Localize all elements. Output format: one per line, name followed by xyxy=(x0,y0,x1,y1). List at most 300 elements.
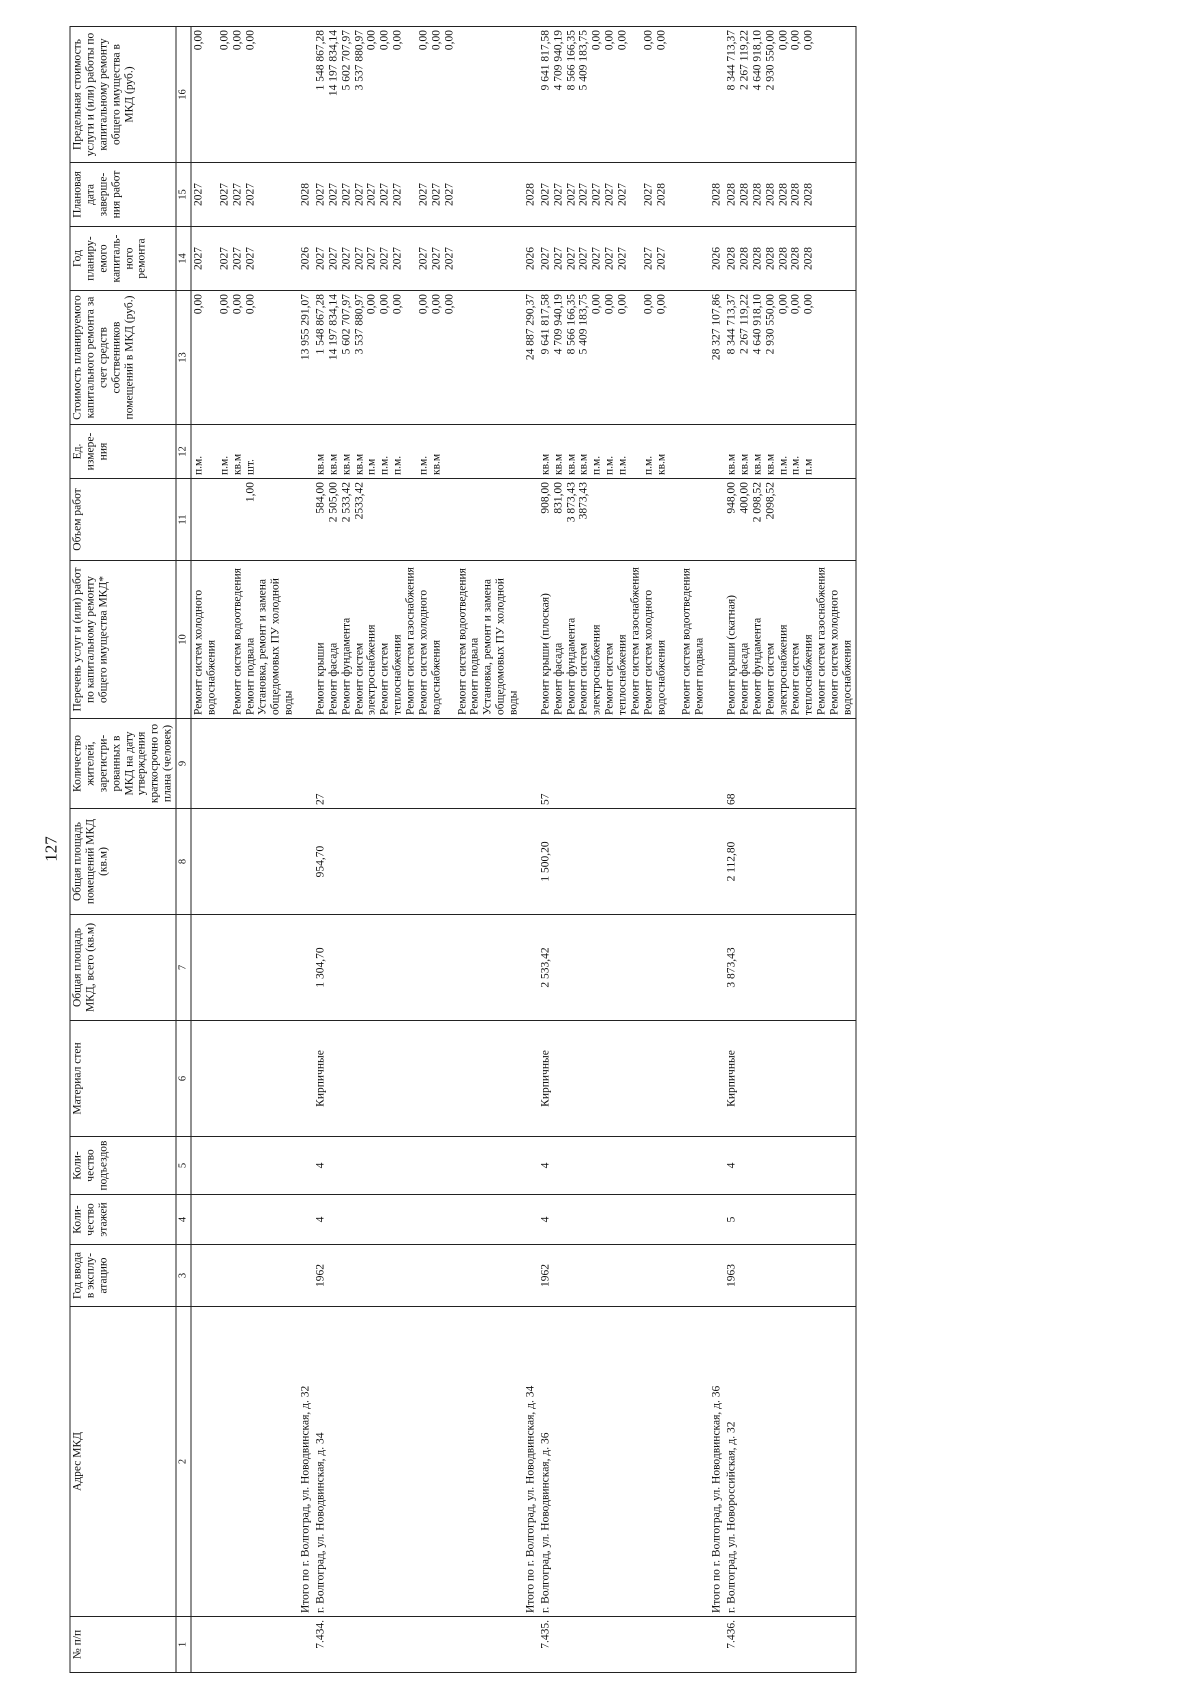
date-item: 2027 xyxy=(616,182,629,206)
works-cell xyxy=(725,560,856,718)
total-empty xyxy=(521,914,538,1020)
volume-item xyxy=(629,482,642,557)
wall-material: Кирпичные xyxy=(313,1020,521,1136)
date-item: 2027 xyxy=(552,182,565,206)
total-empty xyxy=(297,718,314,808)
work-item: Ремонт систем газоснабжения xyxy=(815,566,828,715)
volume-item xyxy=(430,482,443,557)
total-empty xyxy=(708,1136,725,1194)
year-item xyxy=(629,230,642,287)
volume-item xyxy=(193,482,206,557)
units-cell xyxy=(313,424,521,478)
total-empty xyxy=(297,1244,314,1306)
total-empty xyxy=(708,1244,725,1306)
column-header-6: Материал стен xyxy=(70,1020,176,1136)
total-empty xyxy=(297,424,314,478)
unit-item: кв.м xyxy=(353,453,365,475)
limit-item: 0,00 xyxy=(590,29,603,50)
column-number-14: 14 xyxy=(176,226,191,290)
unit-item: п.м xyxy=(365,458,378,475)
unit-item: кв.м xyxy=(725,453,738,475)
limit-item: 5 409 183,75 xyxy=(577,29,590,90)
cost-item: 3 537 880,97 xyxy=(353,293,365,354)
total-empty xyxy=(521,26,538,162)
costs-cell xyxy=(313,290,521,424)
volume-item: 948,00 xyxy=(725,481,738,514)
date-item: 2028 xyxy=(725,182,738,206)
unit-item: п.м xyxy=(802,458,815,475)
total-row xyxy=(297,26,314,1672)
year-item: 2027 xyxy=(603,246,616,270)
cost-item: 4 709 940,19 xyxy=(552,293,565,354)
year-item: 2027 xyxy=(218,246,231,270)
volume-item xyxy=(218,482,231,557)
cost-item: 0,00 xyxy=(218,293,231,314)
date-item: 2028 xyxy=(751,182,764,206)
column-header-11: Объем работ xyxy=(70,478,176,560)
total-empty xyxy=(297,808,314,914)
continuation-row xyxy=(191,26,297,1672)
total-empty xyxy=(521,560,538,718)
total-row xyxy=(708,26,725,1672)
limit-item: 8 344 713,37 xyxy=(725,29,738,90)
year-item: 2027 xyxy=(443,246,456,270)
date-item: 2028 xyxy=(789,182,802,206)
total-empty xyxy=(521,1616,538,1672)
volume-item xyxy=(617,482,630,557)
total-empty xyxy=(297,1616,314,1672)
date-item: 2027 xyxy=(231,182,244,206)
capital-repair-table xyxy=(70,26,857,1673)
area-rooms: 954,70 xyxy=(313,808,521,914)
column-header-15: Плановая дата заверше-ния работ xyxy=(70,162,176,226)
column-number-2: 2 xyxy=(176,1306,191,1616)
total-empty xyxy=(297,1020,314,1136)
date-item: 2027 xyxy=(378,182,391,206)
total-empty xyxy=(297,560,314,718)
limit-item: 0,00 xyxy=(244,29,256,50)
column-number-4: 4 xyxy=(176,1194,191,1244)
year-item: 2027 xyxy=(365,246,378,270)
total-cost: 13 955 291,07 xyxy=(297,290,314,424)
work-item: Ремонт систем теплоснабжения xyxy=(603,634,629,715)
cost-item: 0,00 xyxy=(365,293,378,314)
column-header-12: Ед. измере-ния xyxy=(70,424,176,478)
total-empty xyxy=(521,1244,538,1306)
unit-item xyxy=(405,428,418,475)
column-header-4: Коли-чество этажей xyxy=(70,1194,176,1244)
date-item: 2027 xyxy=(391,182,404,206)
volume-item xyxy=(803,482,816,557)
entrances: 4 xyxy=(538,1136,707,1194)
cost-item: 0,00 xyxy=(777,293,789,314)
work-item: Ремонт систем водоотведения xyxy=(456,567,468,715)
costs-cell xyxy=(538,290,707,424)
volume-item xyxy=(366,482,379,557)
total-empty xyxy=(297,26,314,162)
cost-item: 5 602 707,97 xyxy=(340,293,353,354)
unit-item: шт. xyxy=(244,458,256,475)
row-number: 7.436. xyxy=(725,1616,856,1672)
date-item: 2027 xyxy=(314,182,327,206)
table-body xyxy=(191,26,856,1672)
volume-item: 584,00 xyxy=(314,481,327,514)
column-header-7: Общая площадь МКД, всего (кв.м) xyxy=(70,914,176,1020)
cost-item: 0,00 xyxy=(616,293,629,314)
column-header-13: Стоимость планируемого капитального ремонта за счет средств собственников помещений в МКД (руб.) xyxy=(70,290,176,424)
unit-item: кв.м xyxy=(577,453,590,475)
limit-item: 4 640 918,10 xyxy=(751,29,764,90)
year-item: 2027 xyxy=(378,246,391,270)
year-built: 1963 xyxy=(725,1244,856,1306)
limit-item: 0,00 xyxy=(655,29,668,50)
unit-item: кв.м xyxy=(565,453,577,475)
volume-item: 2098,52 xyxy=(764,481,777,519)
year-item: 2027 xyxy=(231,246,244,270)
work-item: Ремонт подвала xyxy=(244,637,256,715)
volumes-cell xyxy=(538,478,707,560)
total-empty xyxy=(708,718,725,808)
units-cell xyxy=(538,424,707,478)
volume-item: 400,00 xyxy=(738,481,751,514)
cost-item: 0,00 xyxy=(603,293,616,314)
total-label: Итого по г. Волгоград, ул. Новодвинская, д. 32 xyxy=(297,1306,314,1616)
work-item: Ремонт фасада xyxy=(327,642,340,715)
work-item: Ремонт систем теплоснабжения xyxy=(789,634,815,715)
limits-cell xyxy=(538,26,707,162)
work-item: Ремонт систем электроснабжения xyxy=(577,624,603,715)
address: г. Волгоград, ул. Новороссийская, д. 32 xyxy=(725,1306,856,1616)
work-item: Ремонт подвала xyxy=(693,637,706,715)
column-header-1: № п/п xyxy=(70,1616,176,1672)
total-empty xyxy=(297,1136,314,1194)
limit-item: 0,00 xyxy=(802,29,815,50)
works-cell xyxy=(538,560,707,718)
column-header-10: Перечень услуг и (или) работ по капитальному ремонту общего имущества МКД* xyxy=(70,560,176,718)
column-number-6: 6 xyxy=(176,1020,191,1136)
work-item: Ремонт подвала xyxy=(468,637,481,715)
column-number-1: 1 xyxy=(176,1616,191,1672)
wall-material: Кирпичные xyxy=(725,1020,856,1136)
year-item: 2027 xyxy=(590,246,603,270)
work-item: Ремонт крыши (скатная) xyxy=(725,594,738,715)
date-item: 2027 xyxy=(244,182,256,206)
cost-item: 0,00 xyxy=(231,293,244,314)
work-item: Ремонт систем газоснабжения xyxy=(629,566,642,715)
year-item: 2028 xyxy=(751,246,764,270)
year-item: 2027 xyxy=(655,246,668,270)
volume-item xyxy=(655,482,668,557)
volume-item xyxy=(591,482,604,557)
date-item: 2027 xyxy=(565,182,577,206)
total-empty xyxy=(297,914,314,1020)
volume-item xyxy=(443,482,456,557)
work-item xyxy=(218,564,231,715)
total-cost: 24 887 290,37 xyxy=(521,290,538,424)
unit-item: кв.м xyxy=(327,453,340,475)
cost-item xyxy=(629,294,642,421)
limit-item: 0,00 xyxy=(231,29,244,50)
year-item: 2027 xyxy=(244,246,256,270)
date-item: 2027 xyxy=(603,182,616,206)
residents: 68 xyxy=(725,718,856,808)
dates-cell xyxy=(725,162,856,226)
year-built: 1962 xyxy=(538,1244,707,1306)
year-item: 2027 xyxy=(616,246,629,270)
volume-item xyxy=(604,482,617,557)
cost-item: 0,00 xyxy=(443,293,456,314)
unit-item: п.м. xyxy=(616,455,629,475)
column-number-7: 7 xyxy=(176,914,191,1020)
year-item: 2027 xyxy=(430,246,443,270)
total-empty xyxy=(708,478,725,560)
cost-item: 1 548 867,28 xyxy=(314,293,327,354)
area-total: 3 873,43 xyxy=(725,914,856,1020)
works-cell xyxy=(313,560,521,718)
volume-item xyxy=(777,482,790,557)
limit-item: 0,00 xyxy=(642,29,655,50)
unit-item xyxy=(443,428,456,475)
row-number: 7.434. xyxy=(313,1616,521,1672)
limit-item: 0,00 xyxy=(789,29,802,50)
limit-item xyxy=(629,30,642,159)
unit-item: п.м. xyxy=(603,455,616,475)
cost-item: 0,00 xyxy=(417,293,430,314)
limits-cell xyxy=(725,26,856,162)
column-number-15: 15 xyxy=(176,162,191,226)
volume-item: 2 098,52 xyxy=(751,481,764,522)
limit-item: 9 641 817,58 xyxy=(539,29,552,90)
year-item: 2027 xyxy=(539,246,552,270)
page-number: 127 xyxy=(41,835,61,862)
unit-item xyxy=(629,428,642,475)
limit-item: 0,00 xyxy=(378,29,391,50)
date-item: 2027 xyxy=(365,182,378,206)
column-header-14: Год планиру-емого капиталь-ного ремонта xyxy=(70,226,176,290)
date-item: 2027 xyxy=(340,182,353,206)
year-item: 2027 xyxy=(353,246,365,270)
cost-item: 0,00 xyxy=(789,293,802,314)
dates-cell xyxy=(538,162,707,226)
total-date: 2028 xyxy=(297,162,314,226)
total-empty xyxy=(708,808,725,914)
volume-item xyxy=(790,482,803,557)
date-item: 2027 xyxy=(590,182,603,206)
residents: 57 xyxy=(538,718,707,808)
unit-item: кв.м xyxy=(340,453,353,475)
unit-item: п.м. xyxy=(378,455,391,475)
year-item: 2027 xyxy=(552,246,565,270)
entrances: 4 xyxy=(313,1136,521,1194)
work-item: Ремонт систем водоотведения xyxy=(680,567,693,715)
limit-item: 4 709 940,19 xyxy=(552,29,565,90)
limit-item: 2 930 550,00 xyxy=(764,29,777,90)
row-number: 7.435. xyxy=(538,1616,707,1672)
column-number-11: 11 xyxy=(176,478,191,560)
year-item: 2028 xyxy=(802,246,815,270)
limit-item: 3 537 880,97 xyxy=(353,29,365,90)
cost-item: 0,00 xyxy=(590,293,603,314)
limit-item: 0,00 xyxy=(430,29,443,50)
cost-item: 0,00 xyxy=(391,293,404,314)
date-item: 2027 xyxy=(192,182,205,206)
date-item: 2027 xyxy=(417,182,430,206)
year-item: 2027 xyxy=(642,246,655,270)
date-item: 2028 xyxy=(655,182,668,206)
date-item: 2027 xyxy=(539,182,552,206)
limit-item: 0,00 xyxy=(443,29,456,50)
column-header-5: Коли-чество подъездов xyxy=(70,1136,176,1194)
volume-item: 831,00 xyxy=(552,481,565,514)
column-number-3: 3 xyxy=(176,1244,191,1306)
date-item: 2027 xyxy=(430,182,443,206)
limit-item: 0,00 xyxy=(616,29,629,50)
limits-cell xyxy=(313,26,521,162)
year-item: 2027 xyxy=(417,246,430,270)
total-empty xyxy=(521,808,538,914)
building-row xyxy=(538,26,707,1672)
work-item xyxy=(668,564,681,715)
work-item: Ремонт систем электроснабжения xyxy=(353,624,378,715)
year-item: 2027 xyxy=(577,246,590,270)
volumes-cell xyxy=(725,478,856,560)
cost-item: 9 641 817,58 xyxy=(539,293,552,354)
unit-item: п.м. xyxy=(391,455,404,475)
date-item xyxy=(405,166,418,223)
date-item: 2027 xyxy=(218,182,231,206)
total-empty xyxy=(708,560,725,718)
work-item: Ремонт систем электроснабжения xyxy=(764,624,789,715)
year-item xyxy=(405,230,418,287)
work-item: Ремонт систем газоснабжения xyxy=(404,566,417,715)
column-number-12: 12 xyxy=(176,424,191,478)
volume-item: 2 505,00 xyxy=(327,481,340,522)
year-item: 2028 xyxy=(738,246,751,270)
date-item xyxy=(629,166,642,223)
residents: 27 xyxy=(313,718,521,808)
column-number-row xyxy=(176,26,191,1672)
costs-cell xyxy=(725,290,856,424)
cost-item: 0,00 xyxy=(378,293,391,314)
column-header-3: Год ввода в эксплу-атацию xyxy=(70,1244,176,1306)
date-item: 2027 xyxy=(327,182,340,206)
limit-item: 8 566 166,35 xyxy=(565,29,577,90)
floors: 5 xyxy=(725,1194,856,1244)
total-empty xyxy=(708,1194,725,1244)
column-header-9: Количество жителей, зарегистри-рованных в МКД на дату утверждения краткосрочно го плана (человек) xyxy=(70,718,176,808)
area-rooms: 2 112,80 xyxy=(725,808,856,914)
limit-item: 0,00 xyxy=(417,29,430,50)
work-item: Ремонт фундамента xyxy=(751,617,764,715)
date-item: 2028 xyxy=(777,182,789,206)
volume-item xyxy=(379,482,392,557)
volume-item xyxy=(642,482,655,557)
cost-item xyxy=(205,294,218,421)
work-item xyxy=(443,564,456,715)
area-total: 2 533,42 xyxy=(538,914,707,1020)
column-number-16: 16 xyxy=(176,26,191,162)
year-item: 2028 xyxy=(789,246,802,270)
work-item: Ремонт фундамента xyxy=(340,617,353,715)
total-empty xyxy=(297,478,314,560)
volume-item: 1,00 xyxy=(244,481,256,502)
limit-item: 2 267 119,22 xyxy=(738,29,751,90)
address: г. Волгоград, ул. Новодвинская, д. 34 xyxy=(313,1306,521,1616)
year-item: 2027 xyxy=(314,246,327,270)
unit-item: кв.м xyxy=(314,453,327,475)
wall-material: Кирпичные xyxy=(538,1020,707,1136)
floors: 4 xyxy=(313,1194,521,1244)
unit-item: п.м. xyxy=(789,455,802,475)
work-item: Ремонт систем водоотведения xyxy=(231,567,244,715)
total-cost: 28 327 107,86 xyxy=(708,290,725,424)
area-rooms: 1 500,20 xyxy=(538,808,707,914)
date-item: 2027 xyxy=(353,182,365,206)
work-item: Ремонт систем холодного водоснабжения xyxy=(642,589,668,715)
cost-item: 0,00 xyxy=(430,293,443,314)
cost-item: 8 566 166,35 xyxy=(565,293,577,354)
cost-item: 14 197 834,14 xyxy=(327,293,340,360)
date-item xyxy=(205,166,218,223)
date-item: 2028 xyxy=(738,182,751,206)
cost-item: 5 409 183,75 xyxy=(577,293,590,354)
unit-item: кв.м xyxy=(655,453,668,475)
total-label: Итого по г. Волгоград, ул. Новодвинская, д. 34 xyxy=(521,1306,538,1616)
work-item: Ремонт систем теплоснабжения xyxy=(378,634,404,715)
units-cell xyxy=(725,424,856,478)
cost-item xyxy=(405,294,418,421)
total-empty xyxy=(521,478,538,560)
volume-item xyxy=(392,482,405,557)
total-year: 2026 xyxy=(521,226,538,290)
work-item: Ремонт систем холодного водоснабжения xyxy=(828,589,854,715)
unit-item: кв.м xyxy=(552,453,565,475)
date-item: 2027 xyxy=(443,182,456,206)
volume-item: 3 873,43 xyxy=(565,481,577,522)
work-item: Ремонт крыши (плоская) xyxy=(539,592,552,715)
unit-item: кв.м xyxy=(430,453,443,475)
year-item: 2027 xyxy=(327,246,340,270)
work-item: Ремонт систем холодного водоснабжения xyxy=(192,589,218,715)
year-item xyxy=(205,230,218,287)
column-number-9: 9 xyxy=(176,718,191,808)
limit-item: 0,00 xyxy=(365,29,378,50)
total-date: 2028 xyxy=(521,162,538,226)
cost-item: 4 640 918,10 xyxy=(751,293,764,354)
years-cell xyxy=(725,226,856,290)
volume-item xyxy=(417,482,430,557)
cost-item: 0,00 xyxy=(642,293,655,314)
total-empty xyxy=(708,1020,725,1136)
unit-item: кв.м xyxy=(751,453,764,475)
column-number-13: 13 xyxy=(176,290,191,424)
unit-item: кв.м xyxy=(764,453,777,475)
column-header-16: Предельная стоимость услуги и (или) работы по капитальному ремонту общего имущества в МКД (руб.) xyxy=(70,26,176,162)
total-year: 2026 xyxy=(708,226,725,290)
column-number-8: 8 xyxy=(176,808,191,914)
cost-item: 2 267 119,22 xyxy=(738,293,751,354)
floors: 4 xyxy=(538,1194,707,1244)
document-page xyxy=(38,19,1163,1679)
total-empty xyxy=(521,1194,538,1244)
unit-item: п.м. xyxy=(192,455,205,475)
total-label: Итого по г. Волгоград, ул. Новодвинская, д. 36 xyxy=(708,1306,725,1616)
total-row xyxy=(521,26,538,1672)
volume-item xyxy=(231,482,244,557)
unit-item: п.м. xyxy=(642,455,655,475)
limit-item: 0,00 xyxy=(391,29,404,50)
volume-item: 2 533,42 xyxy=(340,481,353,522)
